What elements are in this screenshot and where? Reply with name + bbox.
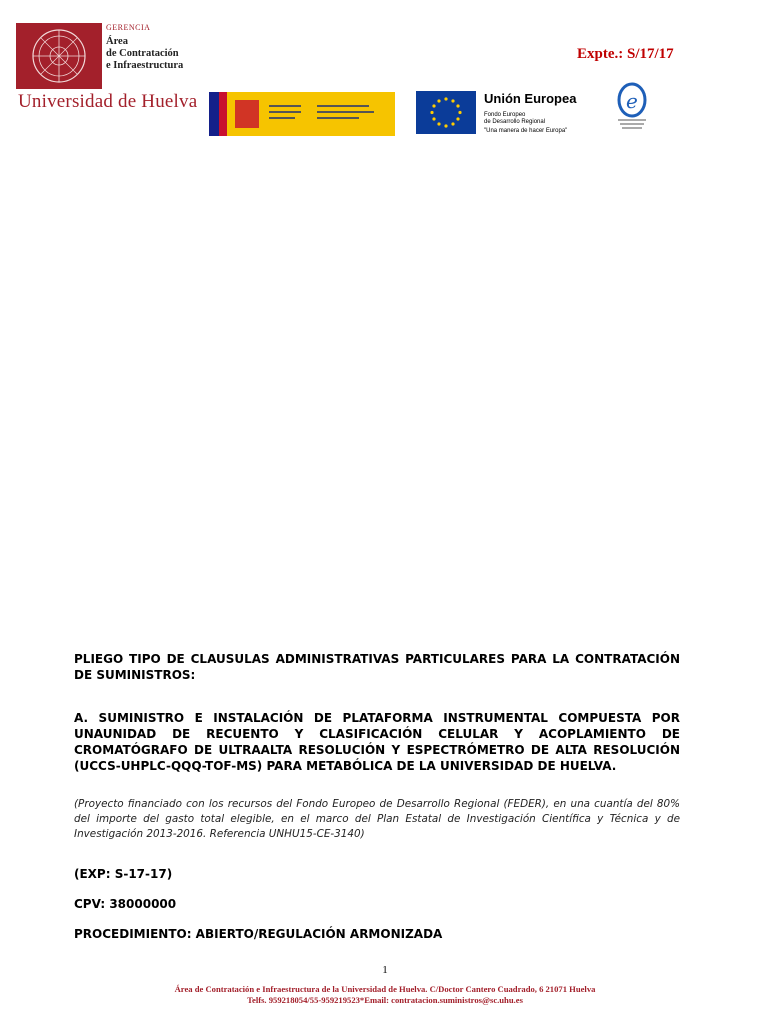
page-number: 1 [382,964,388,976]
exp-number: (EXP: S-17-17) [74,867,173,881]
section-a-title: A. SUMINISTRO E INSTALACIÓN DE PLATAFORMA INSTRUMENTAL COMPUESTA POR UNAUNIDAD DE RECUENTO Y CLASIFICACIÓN CELULAR Y ACOPLAMIENTO DE CROMATÓGRAFO DE ULTRAALTA RESOLUCIÓN Y ESPECTRÓMETRO DE ALTA RESOLUCIÓN (UCCS-UHPLC-QQQ-TOF-MS) PARA METABÓLICA DE LA UNIVERSIDAD DE HUELVA. [74,711,680,773]
eu-sub-line-2: de Desarrollo Regional [484,119,546,125]
eu-flag-logo [416,91,476,134]
eu-motto: "Una manera de hacer Europa" [484,128,568,134]
expediente-number: Expte.: S/17/17 [577,46,674,62]
eu-sub-line-1: Fondo Europeo [484,112,526,118]
area-line-3: e Infraestructura [106,60,184,71]
area-line-2: de Contratación [106,48,179,59]
svg-text:e: e [626,89,638,113]
area-line-1: Área [106,36,128,47]
gerencia-label: GERENCIA [106,23,151,32]
eu-title: Unión Europea [484,91,577,106]
eu-subtitle [484,112,545,126]
university-name: Universidad de Huelva [18,91,198,112]
spanish-government-logo [209,92,395,136]
document-title: PLIEGO TIPO DE CLAUSULAS ADMINISTRATIVAS PARTICULARES PARA LA CONTRATACIÓN DE SUMINISTROS: [74,652,680,682]
funding-note: (Proyecto financiado con los recursos del Fondo Europeo de Desarrollo Regional (FEDER), en una cuantía del 80% del importe del gasto total elegible, en el marco del Plan Estatal de Investigación Científica y Técnica y de Investigación 2013-2016. Referencia UNHU15-CE-3140) [74,798,680,840]
procedure-type: PROCEDIMIENTO: ABIERTO/REGULACIÓN ARMONIZADA [74,927,443,941]
footer-address: Área de Contratación e Infraestructura de la Universidad de Huelva. C/Doctor Cantero Cuadrado, 6 21071 Huelva [174,984,596,994]
footer-contact: Telfs. 959218054/55-959219523*Email: contratacion.suministros@sc.uhu.es [247,995,523,1005]
cpv-code: CPV: 38000000 [74,897,177,911]
area-title [106,36,183,72]
university-seal-logo [16,23,102,89]
e-logo [612,82,652,130]
